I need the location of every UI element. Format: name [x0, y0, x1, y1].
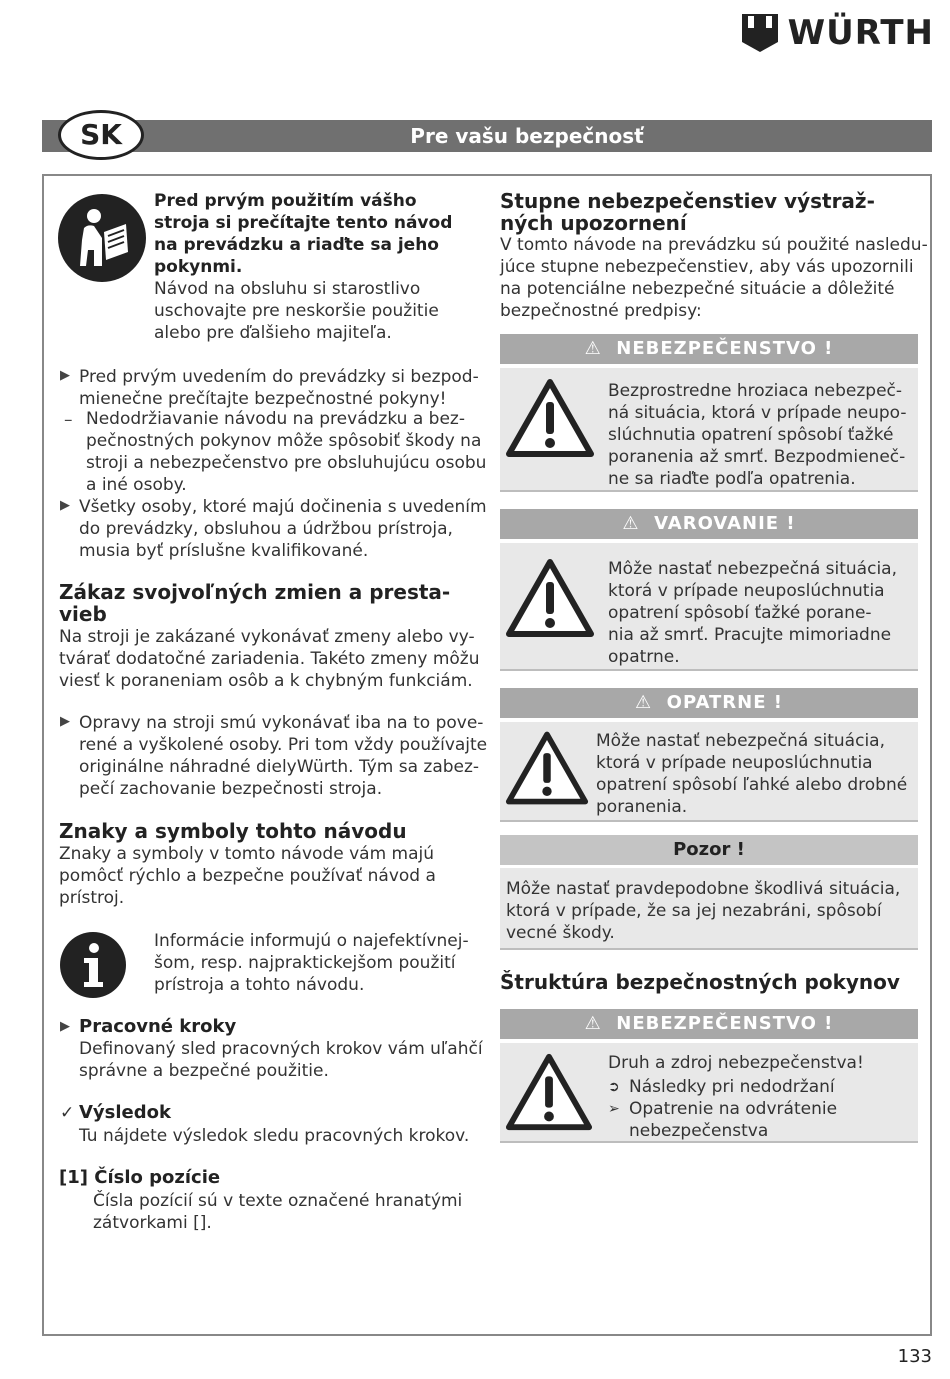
heading-line: Zákaz svojvoľných zmien a presta- — [59, 580, 451, 604]
structure-line1: Druh a zdroj nebezpečenstva! — [608, 1053, 864, 1073]
znaky-line: pomôcť rýchlo a bezpečne používať návod a — [59, 866, 436, 886]
warning-line: Môže nastať nebezpečná situácia, — [608, 559, 897, 579]
warning-small-icon: ⚠ — [634, 692, 667, 713]
danger-line: ná situácia, ktorá v prípade neupo- — [608, 403, 907, 423]
warning-line: opatrení spôsobí ťažké porane- — [608, 603, 872, 623]
bullet-arrow: ▶ — [60, 714, 70, 729]
intro-line: uschovajte pre neskoršie použitie — [154, 301, 439, 321]
wurth-logo — [740, 12, 934, 54]
structure-line3 — [629, 1098, 837, 1142]
structure-line3-part: nebezpečenstva — [629, 1121, 769, 1141]
heading-stupne — [500, 190, 875, 234]
list-line: Pred prvým uvedením do prevádzky si bezpod- — [79, 367, 479, 387]
intro-bold-line: na prevádzku a riaďte sa jeho — [154, 235, 439, 255]
cislo-line: zátvorkami []. — [93, 1213, 212, 1233]
warning-label: VAROVANIE ! — [654, 513, 796, 534]
info-line: Informácie informujú o najefektívnej- — [154, 931, 469, 951]
intro-bold-line: pokynmi. — [154, 257, 243, 277]
pracovne-line: Definovaný sled pracovných krokov vám uľahčí — [79, 1039, 483, 1059]
bullet-arrow: ▶ — [60, 1019, 70, 1034]
cislo-line: Čísla pozícií sú v texte označené hranatými — [93, 1191, 463, 1211]
warning-header — [500, 509, 918, 539]
section-header-bar — [42, 120, 932, 152]
opravy-text — [79, 712, 487, 800]
bullet-arrow: ▶ — [60, 368, 70, 383]
structure-line2: Následky pri nedodržaní — [629, 1077, 835, 1097]
list-item — [79, 366, 479, 410]
heading-line: Stupne nebezpečenstiev výstraž- — [500, 189, 875, 213]
list-line: stroji a nebezpečenstvo pre obsluhujúcu osobu — [86, 453, 487, 473]
cislo-text — [93, 1190, 462, 1234]
zakaz-text — [59, 626, 480, 692]
heading-struktura: Štruktúra bezpečnostných pokynov — [500, 970, 900, 994]
caution-line: poranenia. — [596, 797, 688, 817]
notice-line: ktorá v prípade, že sa jej nezabráni, spôsobí — [506, 901, 882, 921]
list-line: pečnostných pokynov môže spôsobiť škody na — [86, 431, 482, 451]
bullet-dash: – — [64, 410, 73, 430]
znaky-text — [59, 843, 436, 909]
caution-text — [596, 730, 907, 818]
list-item — [79, 496, 487, 562]
intro-line: Návod na obsluhu si starostlivo — [154, 279, 421, 299]
brand-name: WÜRTH — [787, 13, 934, 53]
info-icon — [60, 932, 126, 998]
list-line: Všetky osoby, ktoré majú dočinenia s uvedením — [79, 497, 487, 517]
structure-danger-header — [500, 1009, 918, 1039]
vysledok-title: Výsledok — [79, 1102, 171, 1123]
intro-bold-line: Pred prvým použitím vášho — [154, 191, 417, 211]
warning-text — [608, 558, 897, 668]
info-line: prístroja a tohto návodu. — [154, 975, 365, 995]
caution-line: opatrení spôsobí ľahké alebo drobné — [596, 775, 908, 795]
warning-line: opatrne. — [608, 647, 680, 667]
intro-bold — [154, 190, 452, 278]
danger-label: NEBEZPEČENSTVO ! — [616, 338, 834, 359]
danger-line: poranenia až smrť. Bezpodmieneč- — [608, 447, 906, 467]
info-text — [154, 930, 469, 996]
heading-line: vieb — [59, 602, 107, 626]
caution-header — [500, 688, 918, 718]
warning-line: nia až smrť. Pracujte mimoriadne — [608, 625, 892, 645]
list-line: musia byť príslušne kvalifikované. — [79, 541, 369, 561]
read-manual-icon — [58, 194, 146, 282]
danger-header — [500, 334, 918, 364]
wurth-shield-icon — [740, 12, 780, 54]
caution-line: Môže nastať nebezpečná situácia, — [596, 731, 885, 751]
danger-text — [608, 380, 907, 490]
danger-line: slúchnutia opatrení spôsobí ťažké — [608, 425, 894, 445]
danger-line: ne sa riaďte podľa opatrenia. — [608, 469, 856, 489]
zakaz-line: viesť k poraneniam osôb a k chybným funkciám. — [59, 671, 473, 691]
caution-line: ktorá v prípade neuposlúchnutia — [596, 753, 873, 773]
danger-line: Bezprostredne hroziaca nebezpeč- — [608, 381, 903, 401]
stupne-line: júce stupne nebezpečenstiev, aby vás upozornili — [500, 257, 914, 277]
zakaz-line: tvárať dodatočné zariadenia. Takéto zmeny môžu — [59, 649, 480, 669]
notice-line: vecné škody. — [506, 923, 615, 943]
vysledok-text: Tu nájdete výsledok sledu pracovných krokov. — [79, 1126, 470, 1146]
stupne-line: bezpečnostné predpisy: — [500, 301, 702, 321]
znaky-line: prístroj. — [59, 888, 125, 908]
section-title: Pre vašu bezpečnosť — [410, 124, 644, 148]
warning-triangle-icon — [505, 558, 595, 638]
pracovne-line: správne a bezpečné použitie. — [79, 1061, 329, 1081]
checkmark-icon: ✓ — [60, 1103, 75, 1123]
structure-danger-label: NEBEZPEČENSTVO ! — [616, 1013, 834, 1034]
notice-text — [506, 878, 900, 944]
opravy-line: rené a vyškolené osoby. Pri tom vždy používajte — [79, 735, 488, 755]
warning-line: ktorá v prípade neuposlúchnutia — [608, 581, 885, 601]
intro-bold-line: stroja si prečítajte tento návod — [154, 213, 453, 233]
stupne-line: V tomto návode na prevádzku sú použité nasledu- — [500, 235, 928, 255]
warning-small-icon: ⚠ — [584, 338, 617, 359]
pracovne-title: Pracovné kroky — [79, 1016, 237, 1037]
warning-small-icon: ⚠ — [584, 1013, 617, 1034]
caution-label: OPATRNE ! — [666, 692, 784, 713]
page-number: 133 — [897, 1346, 932, 1367]
arrow-right-icon: ➲ — [608, 1079, 620, 1095]
warning-small-icon: ⚠ — [622, 513, 655, 534]
znaky-line: Znaky a symboly v tomto návode vám majú — [59, 844, 435, 864]
info-line: šom, resp. najpraktickejšom použití — [154, 953, 456, 973]
opravy-line: originálne náhradné dielyWürth. Tým sa zabez- — [79, 757, 480, 777]
list-line: do prevádzky, obsluhou a údržbou prístroja, — [79, 519, 453, 539]
structure-line3-part: Opatrenie na odvrátenie — [629, 1099, 838, 1119]
opravy-line: pečí zachovanie bezpečnosti stroja. — [79, 779, 383, 799]
intro-line: alebo pre ďalšieho majiteľa. — [154, 323, 392, 343]
zakaz-line: Na stroji je zakázané vykonávať zmeny alebo vy- — [59, 627, 475, 647]
pracovne-text — [79, 1038, 483, 1082]
notice-header: Pozor ! — [500, 835, 918, 865]
bullet-arrow: ▶ — [60, 498, 70, 513]
intro-text — [154, 278, 439, 344]
cislo-title: [1] Číslo pozície — [59, 1167, 221, 1188]
heading-line: ných upozornení — [500, 211, 687, 235]
list-item — [86, 408, 486, 496]
list-line: a iné osoby. — [86, 475, 187, 495]
notice-line: Môže nastať pravdepodobne škodlivá situácia, — [506, 879, 901, 899]
warning-triangle-icon — [505, 378, 595, 458]
language-badge: SK — [58, 110, 144, 160]
warning-triangle-icon — [505, 730, 589, 806]
chevron-right-icon: ➢ — [608, 1101, 620, 1117]
list-line: Nedodržiavanie návodu na prevádzku a bez- — [86, 409, 465, 429]
list-line: mienečne prečítajte bezpečnostné pokyny! — [79, 389, 447, 409]
stupne-line: na potenciálne nebezpečné situácie a dôležité — [500, 279, 895, 299]
heading-zakaz — [59, 581, 450, 625]
stupne-text — [500, 234, 928, 322]
warning-triangle-icon — [505, 1052, 593, 1132]
opravy-line: Opravy na stroji smú vykonávať iba na to pove- — [79, 713, 484, 733]
heading-znaky: Znaky a symboly tohto návodu — [59, 819, 407, 843]
